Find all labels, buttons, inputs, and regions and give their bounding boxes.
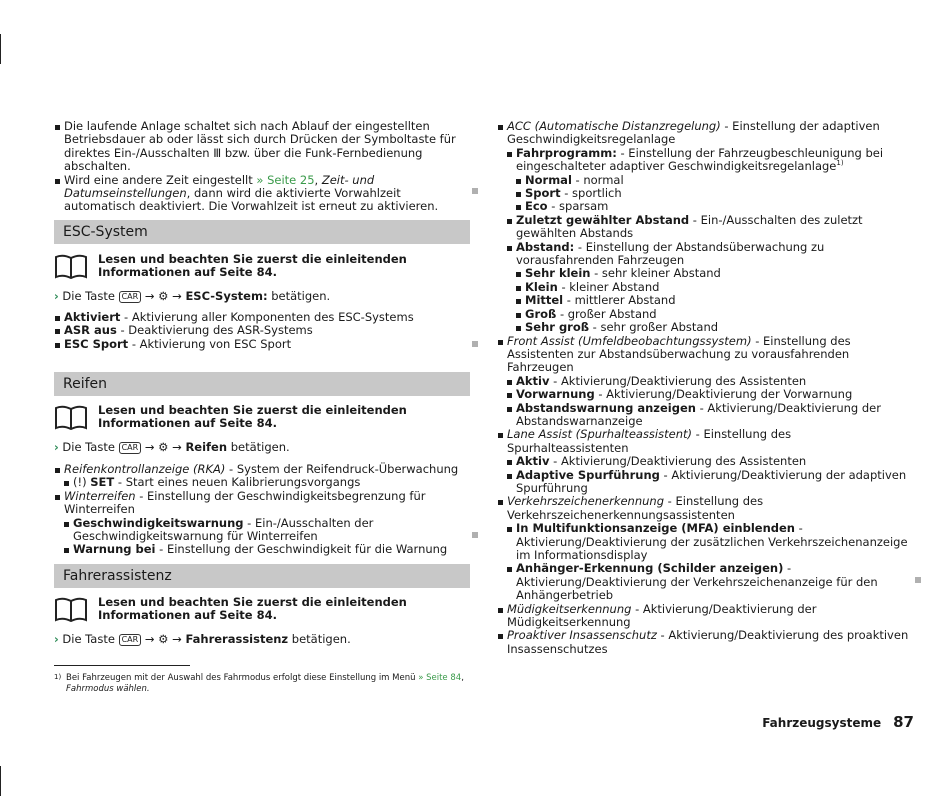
right-column — [497, 120, 915, 656]
settings-icon: ⚙ — [158, 632, 169, 646]
book-icon — [54, 253, 88, 279]
action-line: › Die Taste CAR → ⚙ → Fahrerassistenz betätigen. — [54, 632, 351, 646]
tire-warning-icon: (!) — [73, 475, 87, 490]
left-column — [54, 120, 474, 214]
list-item: In Multifunktionsanzeige (MFA) einblenden - Aktivierung/Deaktivierung der zusätzlichen Verkehrszeichenanzeige im Informationsdisplay — [497, 522, 915, 562]
reifen-list — [54, 463, 474, 557]
note-box — [54, 404, 470, 431]
list-item: ESC Sport - Aktivierung von ESC Sport — [54, 338, 474, 351]
list-item: Klein - kleiner Abstand — [497, 281, 915, 294]
list-item: Vorwarnung - Aktivierung/Deaktivierung der Vorwarnung — [497, 388, 915, 401]
intro-paragraph-1: Die laufende Anlage schaltet sich nach Ablauf der eingestellten Betriebsdauer ab oder lässt sich durch Drücken der Symboltaste für direktes Ein-/Ausschalten Ⅲ bzw. über die Funk-Fernbedienung abschalten. — [54, 120, 474, 174]
list-item: Aktiv - Aktivierung/Deaktivierung des Assistenten — [497, 375, 915, 388]
list-item: Eco - sparsam — [497, 200, 915, 213]
crop-mark-bottom — [0, 766, 1, 796]
note-box — [54, 596, 470, 623]
esc-list — [54, 311, 474, 351]
section-heading-reifen: Reifen — [54, 372, 470, 396]
list-item: Zuletzt gewählter Abstand - Ein-/Ausschalten des zuletzt gewählten Abstands — [497, 214, 915, 241]
page-link[interactable]: » Seite 25 — [256, 172, 315, 187]
footnote: 1) Bei Fahrzeugen mit der Auswahl des Fahrmodus erfolgt diese Einstellung im Menü » Seite 84, Fahrmodus wählen. — [54, 673, 464, 694]
list-item: Groß - großer Abstand — [497, 308, 915, 321]
action-line: › Die Taste CAR → ⚙ → Reifen betätigen. — [54, 440, 290, 454]
list-item: Abstandswarnung anzeigen - Aktivierung/Deaktivierung der Abstandswarnanzeige — [497, 402, 915, 429]
list-item: Fahrprogramm: - Einstellung der Fahrzeugbeschleunigung bei eingeschalteter adaptiver Geschwindigkeitsregelanlage$^{1)}$ — [497, 147, 915, 174]
note-text: Lesen und beachten Sie zuerst die einleitenden Informationen auf Seite 84. — [98, 252, 407, 280]
list-item: Proaktiver Insassenschutz - Aktivierung/Deaktivierung des proaktiven Insassenschutzes — [497, 629, 915, 656]
footnote-rule — [54, 665, 190, 666]
note-text: Lesen und beachten Sie zuerst die einleitenden Informationen auf Seite 84. — [98, 595, 407, 623]
list-item: Reifenkontrollanzeige (RKA) - System der Reifendruck-Überwachung — [54, 463, 474, 476]
list-item: Normal - normal — [497, 174, 915, 187]
action-line: › Die Taste CAR → ⚙ → ESC-System: betätigen. — [54, 289, 331, 303]
arrow-icon: › — [54, 289, 59, 303]
end-marker — [915, 577, 921, 583]
list-item: Müdigkeitserkennung - Aktivierung/Deaktivierung der Müdigkeitserkennung — [497, 603, 915, 630]
car-key-icon: CAR — [119, 442, 142, 454]
page-footer — [762, 713, 914, 731]
note-box — [54, 253, 470, 280]
list-item: Anhänger-Erkennung (Schilder anzeigen) - Aktivierung/Deaktivierung der Verkehrszeichenanzeige für den Anhängerbetrieb — [497, 562, 915, 602]
page-link[interactable]: » Seite 84 — [418, 673, 462, 683]
settings-icon: ⚙ — [158, 440, 169, 454]
list-item: Geschwindigkeitswarnung - Ein-/Ausschalten der Geschwindigkeitswarnung für Winterreifen — [54, 517, 474, 544]
crop-mark-top — [0, 34, 1, 64]
car-key-icon: CAR — [119, 634, 142, 646]
list-item: Winterreifen - Einstellung der Geschwindigkeitsbegrenzung für Winterreifen — [54, 490, 474, 517]
page-number: 87 — [893, 713, 914, 731]
end-marker — [472, 532, 478, 538]
end-marker — [472, 341, 478, 347]
list-item: Aktiv - Aktivierung/Deaktivierung des Assistenten — [497, 455, 915, 468]
section-heading-esc: ESC-System — [54, 220, 470, 244]
list-item: (!) SET - Start eines neuen Kalibrierungsvorgangs — [54, 476, 474, 489]
list-item: ASR aus - Deaktivierung des ASR-Systems — [54, 324, 474, 337]
book-icon — [54, 596, 88, 622]
book-icon — [54, 404, 88, 430]
list-item: Abstand: - Einstellung der Abstandsüberwachung zu vorausfahrenden Fahrzeugen — [497, 241, 915, 268]
list-item: Sport - sportlich — [497, 187, 915, 200]
list-item: Mittel - mittlerer Abstand — [497, 294, 915, 307]
section-heading-fahrerassistenz: Fahrerassistenz — [54, 564, 470, 588]
list-item: Aktiviert - Aktivierung aller Komponenten des ESC-Systems — [54, 311, 474, 324]
list-item: Lane Assist (Spurhalteassistent) - Einstellung des Spurhalteassistenten — [497, 428, 915, 455]
settings-icon: ⚙ — [158, 289, 169, 303]
section-name: Fahrzeugsysteme — [762, 716, 882, 730]
list-item: ACC (Automatische Distanzregelung) - Einstellung der adaptiven Geschwindigkeitsregelanlage — [497, 120, 915, 147]
end-marker — [472, 188, 478, 194]
intro-paragraph-2: Wird eine andere Zeit eingestellt » Seite 25, Zeit- und Datumseinstellungen, dann wird die aktivierte Vorwahlzeit automatisch deaktiviert. Die Vorwahlzeit ist erneut zu aktivieren. — [54, 174, 474, 214]
list-item: Warnung bei - Einstellung der Geschwindigkeit für die Warnung — [54, 543, 474, 556]
car-key-icon: CAR — [119, 291, 142, 303]
list-item: Sehr klein - sehr kleiner Abstand — [497, 267, 915, 280]
list-item: Adaptive Spurführung - Aktivierung/Deaktivierung der adaptiven Spurführung — [497, 469, 915, 496]
note-text: Lesen und beachten Sie zuerst die einleitenden Informationen auf Seite 84. — [98, 403, 407, 431]
list-item: Sehr groß - sehr großer Abstand — [497, 321, 915, 334]
arrow-icon: › — [54, 632, 59, 646]
list-item: Verkehrszeichenerkennung - Einstellung des Verkehrszeichenerkennungsassistenten — [497, 495, 915, 522]
list-item: Front Assist (Umfeldbeobachtungssystem) - Einstellung des Assistenten zur Abstandsüberwachung zu vorausfahrenden Fahrzeugen — [497, 335, 915, 375]
arrow-icon: › — [54, 440, 59, 454]
